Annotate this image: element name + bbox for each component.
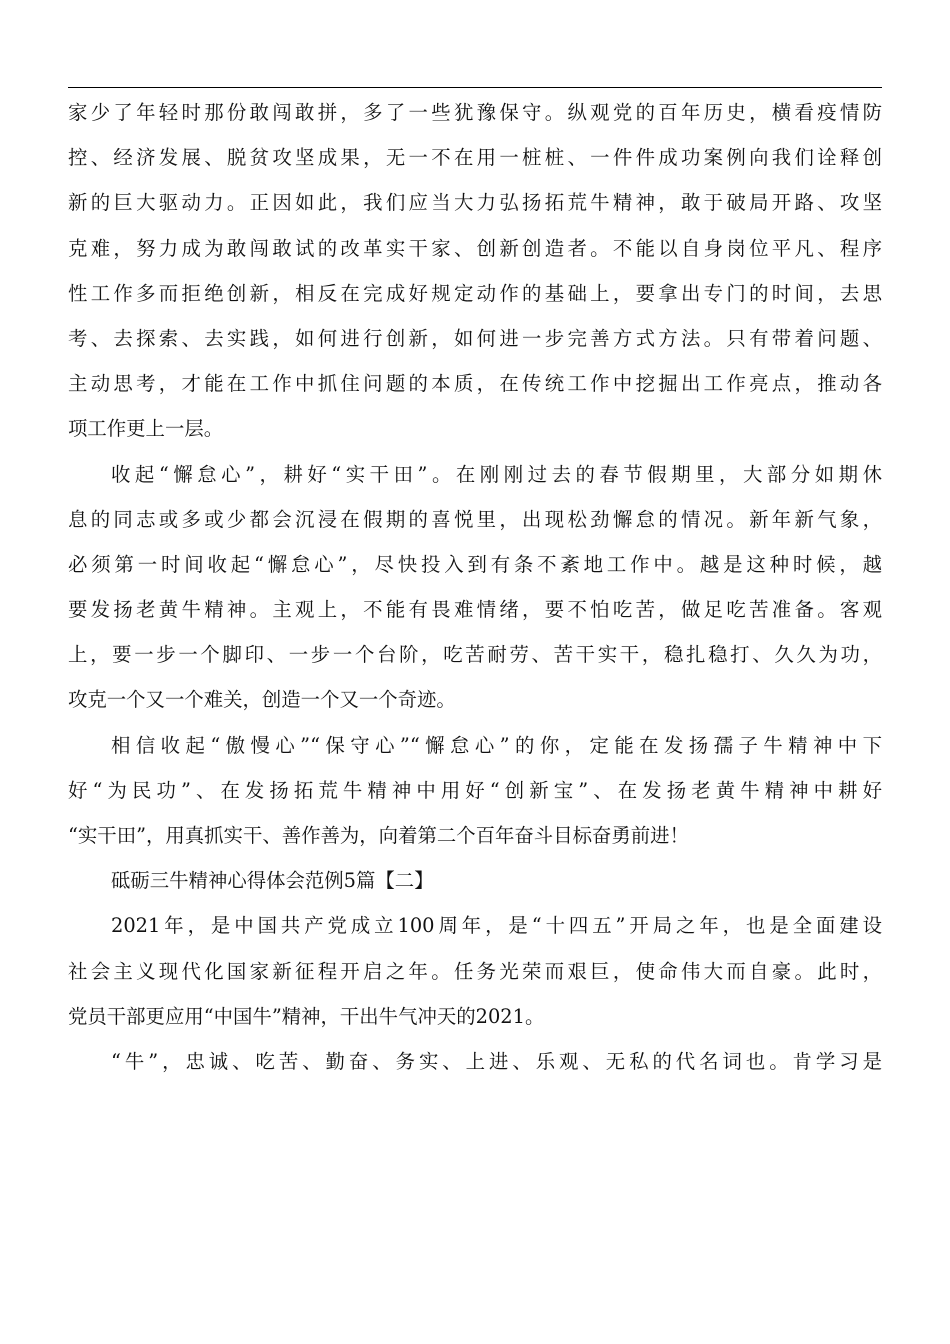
- text-line: 息的同志或多或少都会沉浸在假期的喜悦里，出现松劲懈怠的情况。新年新气象，: [68, 507, 882, 531]
- text-line: 社会主义现代化国家新征程开启之年。任务光荣而艰巨，使命伟大而自豪。此时，: [68, 959, 882, 983]
- text-line: 攻克一个又一个难关，创造一个又一个奇迹。: [68, 688, 456, 712]
- paragraph-start: 2021年，是中国共产党成立100周年，是“十四五”开局之年，也是全面建设: [111, 914, 882, 938]
- paragraph-start: 收起“懈怠心”，耕好“实干田”。在刚刚过去的春节假期里，大部分如期休: [111, 462, 882, 486]
- section-heading: 砥砺三牛精神心得体会范例5篇【二】: [111, 869, 434, 893]
- text-line: 主动思考，才能在工作中抓住问题的本质，在传统工作中挖掘出工作亮点，推动各: [68, 372, 882, 396]
- text-line: 考、去探索、去实践，如何进行创新，如何进一步完善方式方法。只有带着问题、: [68, 326, 882, 350]
- text-line: 好“为民功”、在发扬拓荒牛精神中用好“创新宝”、在发扬老黄牛精神中耕好: [68, 778, 882, 802]
- document-body: [68, 90, 882, 1084]
- text-line: 新的巨大驱动力。正因如此，我们应当大力弘扬拓荒牛精神，敢于破局开路、攻坚: [68, 191, 882, 215]
- text-line: 要发扬老黄牛精神。主观上，不能有畏难情绪，要不怕吃苦，做足吃苦准备。客观: [68, 598, 882, 622]
- text-line: 上，要一步一个脚印、一步一个台阶，吃苦耐劳、苦干实干，稳扎稳打、久久为功，: [68, 643, 882, 667]
- text-line: 性工作多而拒绝创新，相反在完成好规定动作的基础上，要拿出专门的时间，去思: [68, 281, 882, 305]
- paragraph-start: 相信收起“傲慢心”“保守心”“懈怠心”的你，定能在发扬孺子牛精神中下: [111, 733, 882, 757]
- text-line: 控、经济发展、脱贫攻坚成果，无一不在用一桩桩、一件件成功案例向我们诠释创: [68, 146, 882, 170]
- text-line: 家少了年轻时那份敢闯敢拼，多了一些犹豫保守。纵观党的百年历史，横看疫情防: [68, 101, 882, 124]
- text-line: 克难，努力成为敢闯敢试的改革实干家、创新创造者。不能以自身岗位平凡、程序: [68, 236, 882, 260]
- text-line: “实干田”，用真抓实干、善作善为，向着第二个百年奋斗目标奋勇前进！: [68, 824, 689, 847]
- paragraph-start: “牛”，忠诚、吃苦、勤奋、务实、上进、乐观、无私的代名词也。肯学习是: [111, 1049, 882, 1073]
- text-line: 必须第一时间收起“懈怠心”，尽快投入到有条不紊地工作中。越是这种时候，越: [68, 552, 882, 576]
- header-rule: [68, 87, 882, 88]
- text-line: 党员干部更应用“中国牛”精神，干出牛气冲天的2021。: [68, 1004, 545, 1028]
- text-line: 项工作更上一层。: [68, 417, 224, 441]
